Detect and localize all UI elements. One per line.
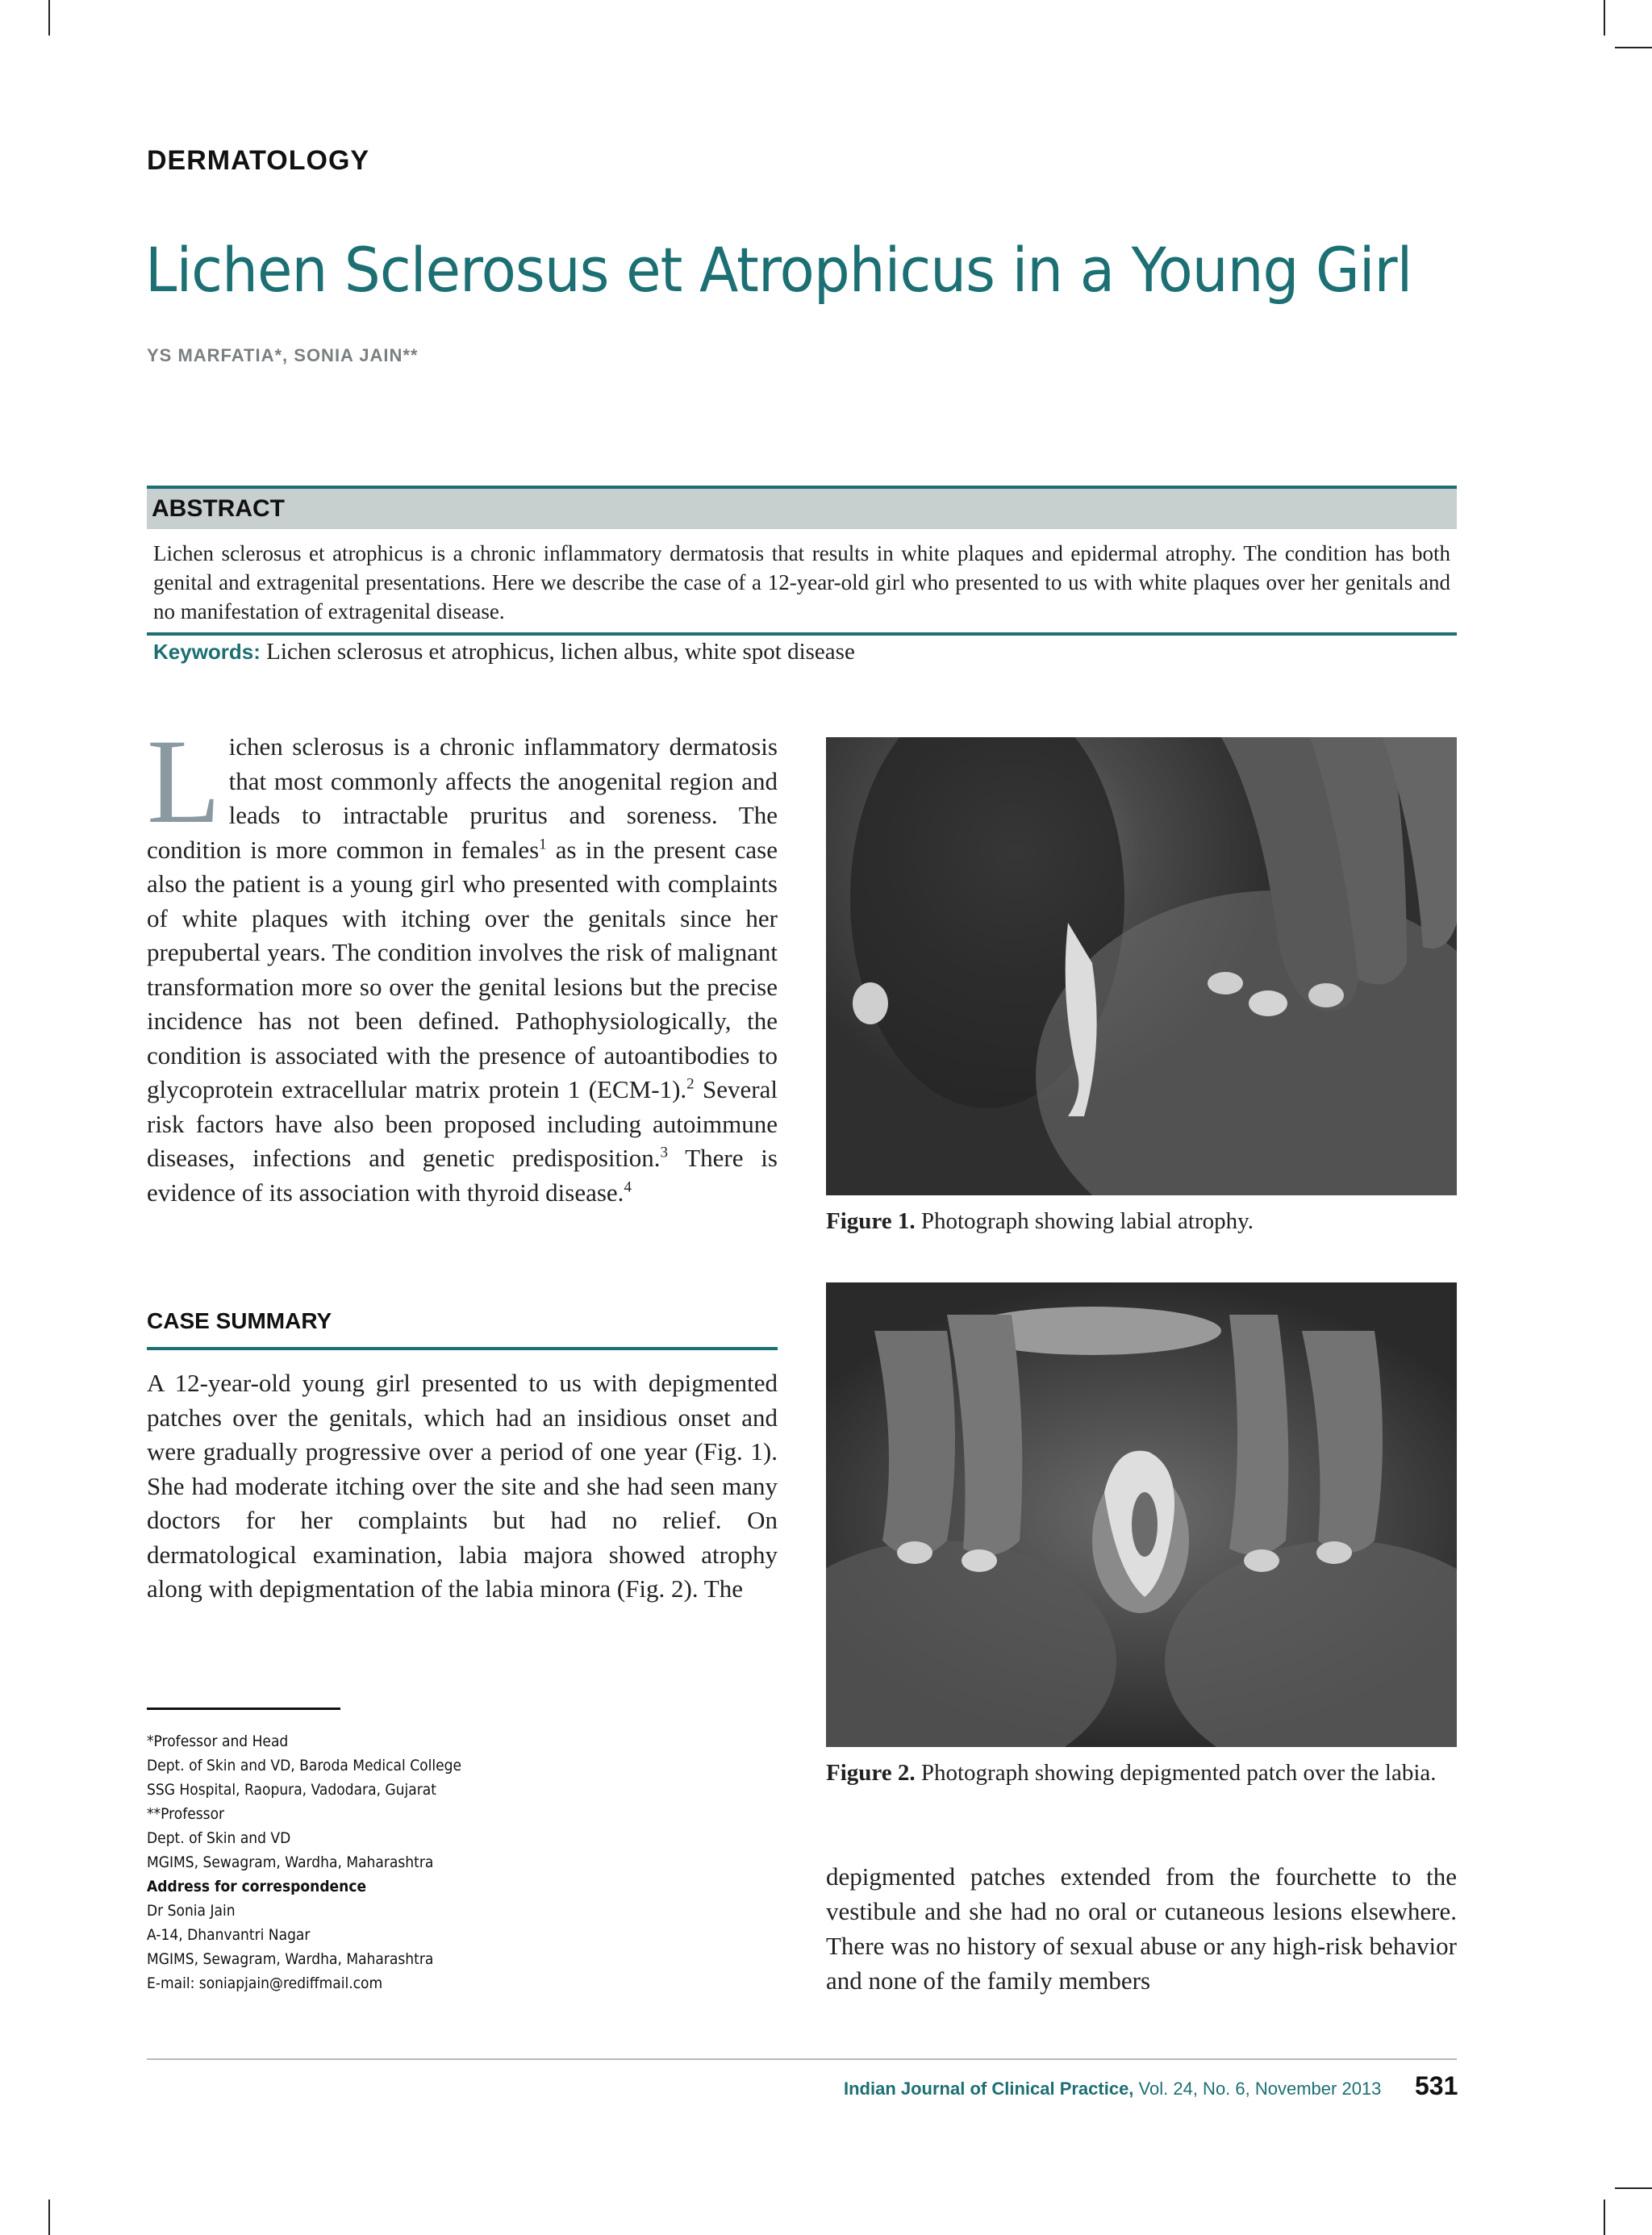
journal-name: Indian Journal of Clinical Practice, [844, 2079, 1134, 2099]
abstract-box [147, 486, 1457, 636]
case-continued-text: depigmented patches extended from the fourchette to the vestibule and she had no oral or cutaneous lesions elsewhere. There was no history of sexual abuse or any high-risk behavior and none of the family members [826, 1862, 1457, 1995]
figure-1-caption [826, 1207, 1457, 1236]
abstract-text: Lichen sclerosus et atrophicus is a chronic inflammatory dermatosis that results in white plaques and epidermal atrophy. The condition has both genital and extragenital presentations. Here we describe the case of a 12-year-old girl who presented to us with white plaques over her genitals and no manifestation of extragenital disease. [153, 541, 1450, 623]
reference-marker: 3 [660, 1144, 668, 1161]
correspondence-line: A-14, Dhanvantri Nagar [147, 1926, 311, 1944]
figure-2-photo [826, 1282, 1457, 1747]
case-summary-heading: CASE SUMMARY [147, 1308, 778, 1350]
journal-citation [844, 2079, 1381, 2099]
figure-label: Figure 2. [826, 1760, 916, 1786]
figure-label: Figure 1. [826, 1208, 916, 1234]
correspondence-line: MGIMS, Sewagram, Wardha, Maharashtra [147, 1950, 434, 1968]
figure-caption-text: Photograph showing labial atrophy. [915, 1208, 1254, 1234]
crop-mark [1615, 2187, 1652, 2189]
crop-mark [1615, 47, 1652, 48]
figure-2-caption [826, 1758, 1457, 1787]
intro-text-3: Several risk factors have also been proposed including autoimmune diseases, infections and genetic predisposition. [147, 1075, 778, 1172]
drop-cap: L [147, 715, 221, 849]
keywords-text: Lichen sclerosus et atrophicus, lichen albus, white spot disease [266, 639, 855, 665]
intro-text-4: There is evidence of its association with thyroid disease. [147, 1144, 778, 1207]
journal-issue: Vol. 24, No. 6, November 2013 [1133, 2079, 1382, 2099]
case-summary-text: A 12-year-old young girl presented to us with depigmented patches over the genitals, which had an insidious onset and were gradually progressive over a period of one year (Fig. 1). She had moderate itching over the site and she had seen many doctors for her complaints but had no relief. On dermatological examination, labia majora showed atrophy along with depigmentation of the labia minora (Fig. 2). The [147, 1369, 778, 1603]
footnote-line: **Professor [147, 1805, 225, 1823]
figure-1-photo [826, 737, 1457, 1195]
crop-mark [48, 2200, 50, 2235]
keywords [153, 639, 855, 665]
reference-marker: 4 [624, 1178, 632, 1196]
abstract-heading: ABSTRACT [147, 489, 1457, 529]
figure-caption-text: Photograph showing depigmented patch over the labia. [915, 1760, 1437, 1786]
authors: YS MARFATIA*, SONIA JAIN** [147, 345, 419, 365]
footnote-line: MGIMS, Sewagram, Wardha, Maharashtra [147, 1853, 434, 1871]
footnote-line: Dept. of Skin and VD, Baroda Medical College [147, 1757, 462, 1774]
reference-marker: 1 [539, 836, 547, 853]
footnote-rule [147, 1708, 340, 1710]
author-footnotes [147, 1729, 461, 1995]
intro-text-1: ichen sclerosus is a chronic inflammatory dermatosis that most commonly affects the anogenital region and leads to intractable pruritus and soreness. The condition is more common in females [147, 732, 778, 864]
crop-mark [1604, 0, 1605, 35]
footer-rule [147, 2058, 1457, 2060]
crop-mark [48, 0, 50, 35]
footnote-line: SSG Hospital, Raopura, Vadodara, Gujarat [147, 1781, 436, 1799]
footnote-line: *Professor and Head [147, 1733, 289, 1750]
intro-text-2: as in the present case also the patient is a young girl who presented with complaints of white plaques with itching over the genitals since her prepubertal years. The condition involves the risk of malignant transformation more so over the genital lesions but the precise incidence has not been defined. Pathophysiologically, the condition is associated with the presence of autoantibodies to glycoprotein extracellular matrix protein 1 (ECM-1). [147, 835, 778, 1103]
correspondence-email: E-mail: soniapjain@rediffmail.com [147, 1974, 383, 1992]
keywords-label: Keywords: [153, 640, 261, 664]
crop-mark [1604, 2200, 1605, 2235]
reference-marker: 2 [686, 1075, 695, 1093]
footnote-line: Dept. of Skin and VD [147, 1829, 291, 1847]
section-label: DERMATOLOGY [147, 145, 370, 176]
correspondence-line: Dr Sonia Jain [147, 1902, 236, 1920]
correspondence-label: Address for correspondence [147, 1878, 367, 1895]
intro-paragraph [147, 715, 778, 1210]
article-title: Lichen Sclerosus et Atrophicus in a Young Girl [145, 234, 1412, 306]
page-number: 531 [1415, 2071, 1458, 2100]
